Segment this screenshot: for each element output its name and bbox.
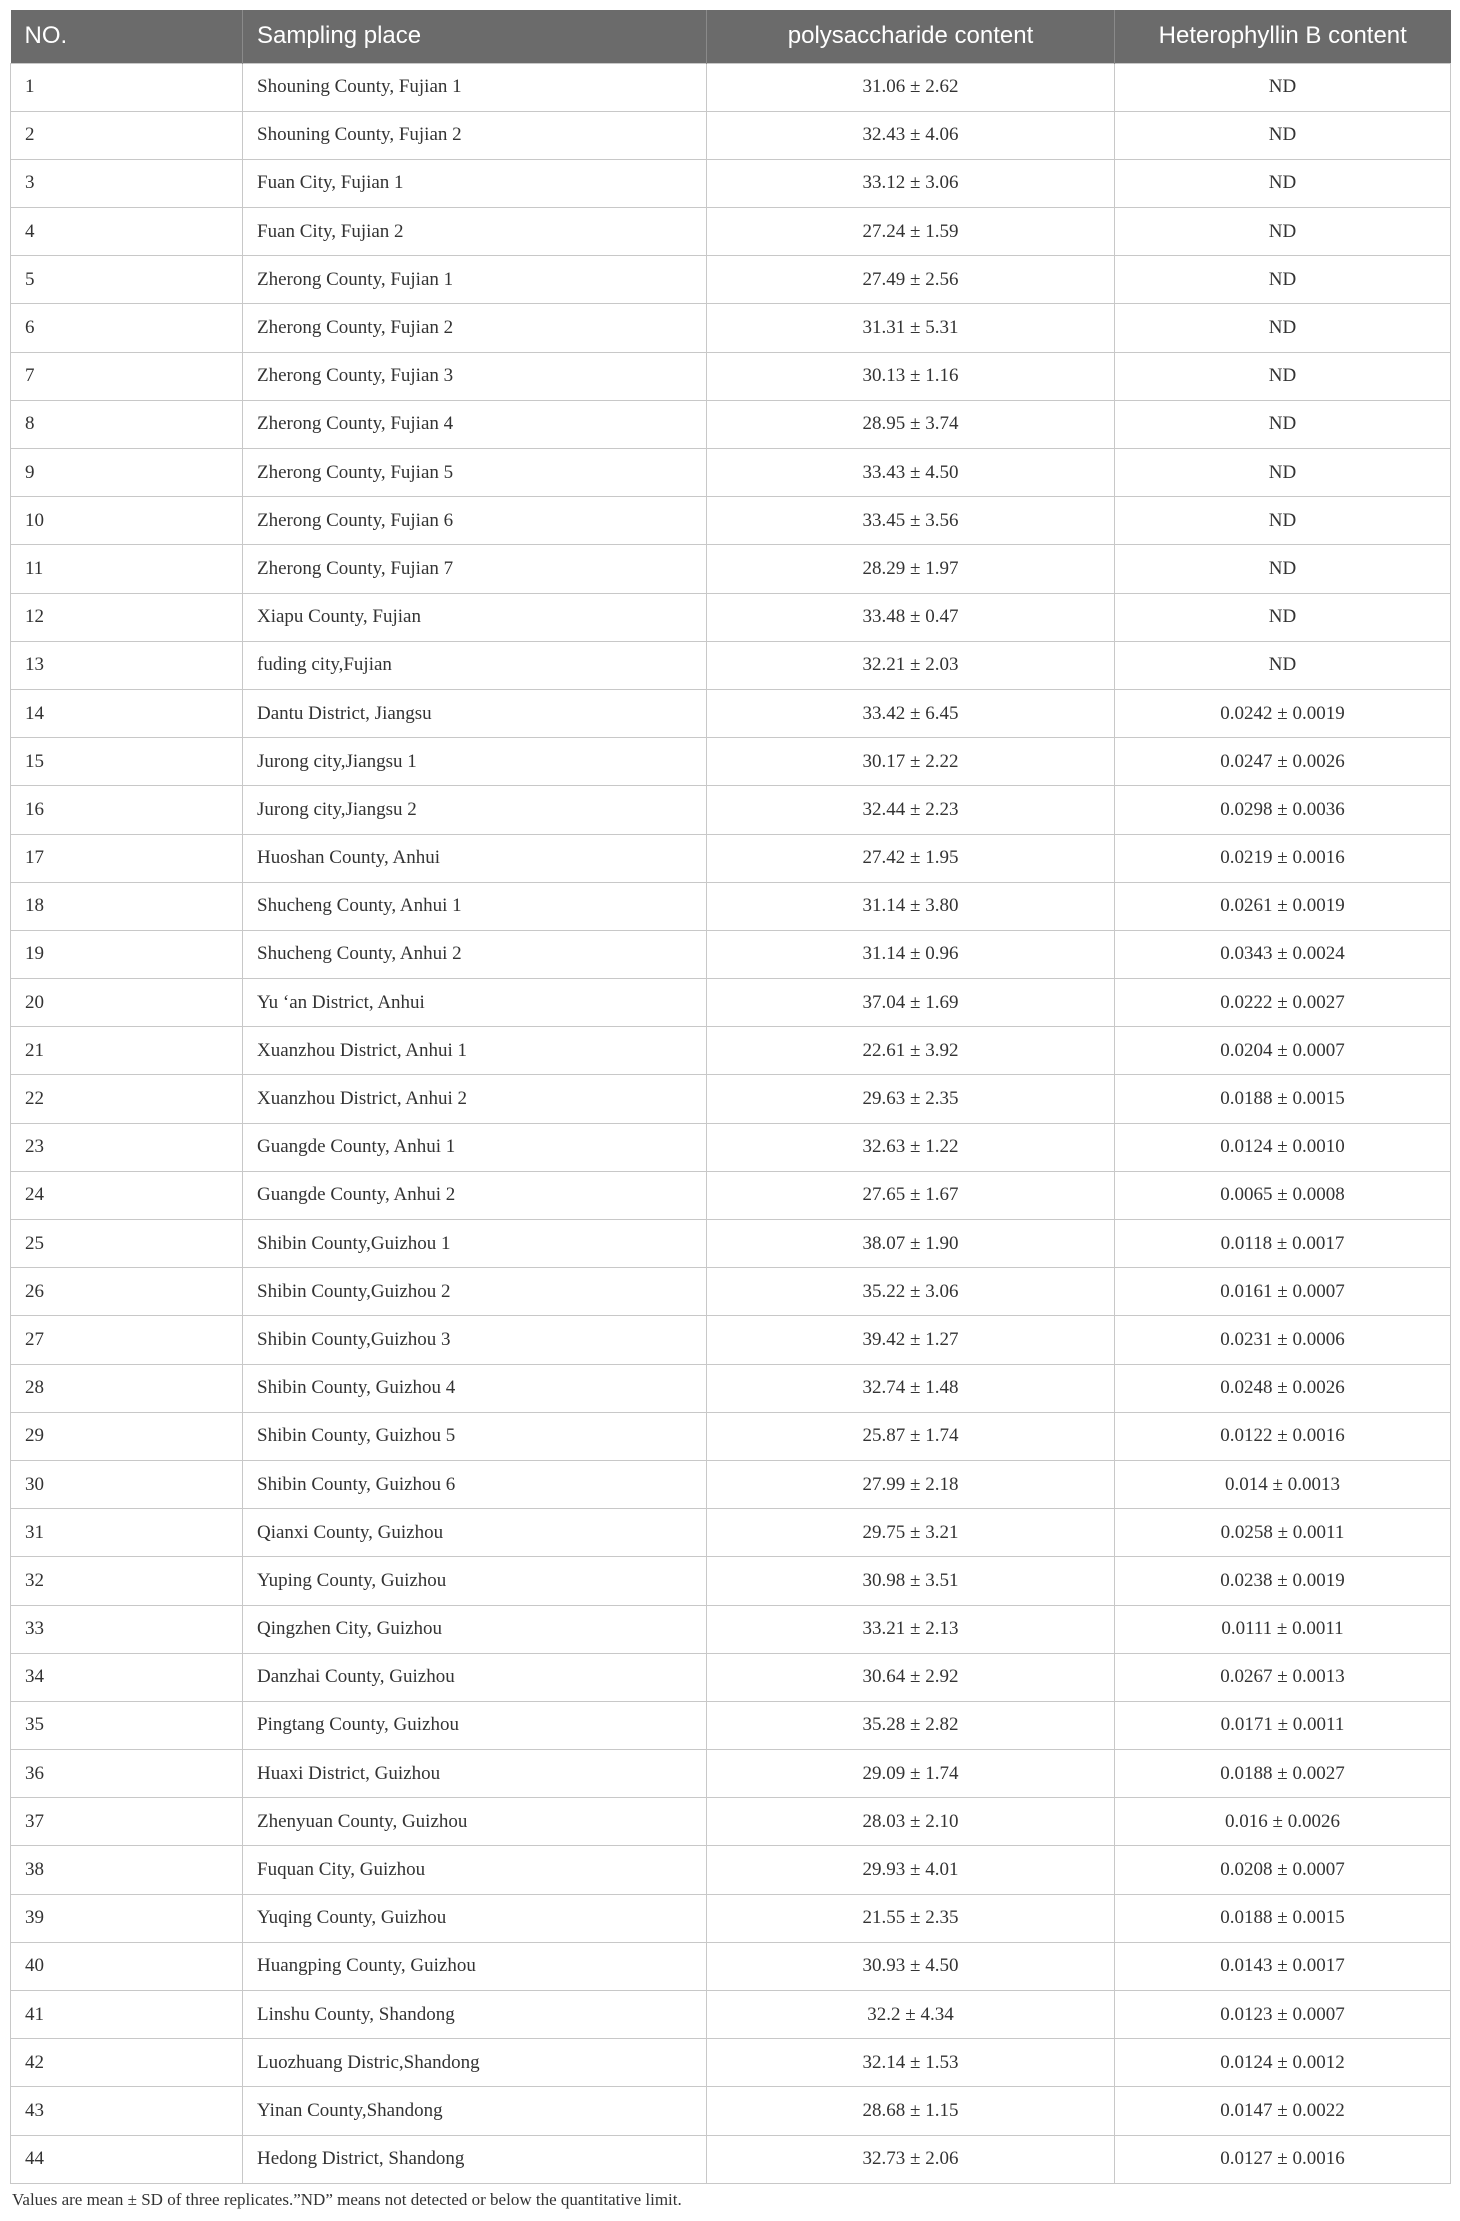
table-row	[11, 1171, 1451, 1219]
table-row	[11, 1027, 1451, 1075]
table-body	[11, 63, 1451, 2183]
cell-polysaccharide-content: 33.48 ± 0.47	[707, 593, 1115, 641]
cell-no: 43	[11, 2087, 243, 2135]
cell-no: 9	[11, 449, 243, 497]
cell-no: 13	[11, 641, 243, 689]
table-row	[11, 882, 1451, 930]
cell-heterophyllin-b-content: 0.0111 ± 0.0011	[1115, 1605, 1451, 1653]
cell-sampling-place: Shouning County, Fujian 1	[243, 63, 707, 111]
cell-no: 26	[11, 1268, 243, 1316]
cell-heterophyllin-b-content: 0.014 ± 0.0013	[1115, 1460, 1451, 1508]
cell-sampling-place: Yuqing County, Guizhou	[243, 1894, 707, 1942]
cell-sampling-place: Shibin County, Guizhou 4	[243, 1364, 707, 1412]
cell-heterophyllin-b-content: ND	[1115, 545, 1451, 593]
cell-polysaccharide-content: 29.63 ± 2.35	[707, 1075, 1115, 1123]
cell-no: 37	[11, 1798, 243, 1846]
cell-sampling-place: Zherong County, Fujian 6	[243, 497, 707, 545]
cell-polysaccharide-content: 25.87 ± 1.74	[707, 1412, 1115, 1460]
cell-polysaccharide-content: 31.06 ± 2.62	[707, 63, 1115, 111]
cell-polysaccharide-content: 27.99 ± 2.18	[707, 1460, 1115, 1508]
table-row	[11, 208, 1451, 256]
header-sampling-place: Sampling place	[243, 10, 707, 63]
cell-polysaccharide-content: 37.04 ± 1.69	[707, 979, 1115, 1027]
cell-sampling-place: Shouning County, Fujian 2	[243, 111, 707, 159]
cell-polysaccharide-content: 22.61 ± 3.92	[707, 1027, 1115, 1075]
table-row	[11, 1075, 1451, 1123]
table-row	[11, 1460, 1451, 1508]
cell-sampling-place: Shibin County,Guizhou 2	[243, 1268, 707, 1316]
table-row	[11, 1316, 1451, 1364]
table-header	[11, 10, 1451, 63]
cell-polysaccharide-content: 32.74 ± 1.48	[707, 1364, 1115, 1412]
cell-sampling-place: Zherong County, Fujian 3	[243, 352, 707, 400]
cell-polysaccharide-content: 29.75 ± 3.21	[707, 1509, 1115, 1557]
cell-heterophyllin-b-content: 0.0204 ± 0.0007	[1115, 1027, 1451, 1075]
cell-no: 29	[11, 1412, 243, 1460]
cell-polysaccharide-content: 30.98 ± 3.51	[707, 1557, 1115, 1605]
cell-sampling-place: Yinan County,Shandong	[243, 2087, 707, 2135]
table-row	[11, 1894, 1451, 1942]
table-row	[11, 1268, 1451, 1316]
cell-no: 42	[11, 2039, 243, 2087]
cell-no: 33	[11, 1605, 243, 1653]
cell-no: 44	[11, 2135, 243, 2183]
cell-no: 14	[11, 689, 243, 737]
cell-sampling-place: Shibin County, Guizhou 6	[243, 1460, 707, 1508]
cell-polysaccharide-content: 28.68 ± 1.15	[707, 2087, 1115, 2135]
cell-polysaccharide-content: 27.42 ± 1.95	[707, 834, 1115, 882]
header-polysaccharide-content: polysaccharide content	[707, 10, 1115, 63]
table-row	[11, 1605, 1451, 1653]
cell-heterophyllin-b-content: ND	[1115, 63, 1451, 111]
table-row	[11, 352, 1451, 400]
cell-heterophyllin-b-content: 0.0065 ± 0.0008	[1115, 1171, 1451, 1219]
cell-sampling-place: Shibin County, Guizhou 5	[243, 1412, 707, 1460]
cell-heterophyllin-b-content: 0.0248 ± 0.0026	[1115, 1364, 1451, 1412]
cell-no: 32	[11, 1557, 243, 1605]
header-heterophyllin-b-content: Heterophyllin B content	[1115, 10, 1451, 63]
table-row	[11, 979, 1451, 1027]
table-row	[11, 1557, 1451, 1605]
cell-heterophyllin-b-content: 0.0238 ± 0.0019	[1115, 1557, 1451, 1605]
cell-no: 39	[11, 1894, 243, 1942]
cell-sampling-place: Fuan City, Fujian 1	[243, 159, 707, 207]
cell-no: 19	[11, 930, 243, 978]
table-row	[11, 1798, 1451, 1846]
cell-heterophyllin-b-content: 0.0222 ± 0.0027	[1115, 979, 1451, 1027]
cell-sampling-place: Shucheng County, Anhui 1	[243, 882, 707, 930]
table-row	[11, 1701, 1451, 1749]
cell-polysaccharide-content: 35.28 ± 2.82	[707, 1701, 1115, 1749]
cell-sampling-place: Danzhai County, Guizhou	[243, 1653, 707, 1701]
cell-sampling-place: Hedong District, Shandong	[243, 2135, 707, 2183]
table-row	[11, 1364, 1451, 1412]
cell-heterophyllin-b-content: 0.0188 ± 0.0027	[1115, 1750, 1451, 1798]
cell-heterophyllin-b-content: 0.0188 ± 0.0015	[1115, 1075, 1451, 1123]
cell-heterophyllin-b-content: 0.0247 ± 0.0026	[1115, 738, 1451, 786]
cell-heterophyllin-b-content: 0.0231 ± 0.0006	[1115, 1316, 1451, 1364]
cell-sampling-place: Shibin County,Guizhou 1	[243, 1220, 707, 1268]
cell-heterophyllin-b-content: ND	[1115, 208, 1451, 256]
cell-polysaccharide-content: 30.93 ± 4.50	[707, 1942, 1115, 1990]
cell-no: 4	[11, 208, 243, 256]
cell-sampling-place: Fuan City, Fujian 2	[243, 208, 707, 256]
cell-sampling-place: Fuquan City, Guizhou	[243, 1846, 707, 1894]
cell-sampling-place: Qingzhen City, Guizhou	[243, 1605, 707, 1653]
cell-heterophyllin-b-content: 0.0122 ± 0.0016	[1115, 1412, 1451, 1460]
cell-no: 20	[11, 979, 243, 1027]
cell-polysaccharide-content: 38.07 ± 1.90	[707, 1220, 1115, 1268]
cell-heterophyllin-b-content: 0.0298 ± 0.0036	[1115, 786, 1451, 834]
cell-sampling-place: Zherong County, Fujian 4	[243, 400, 707, 448]
cell-heterophyllin-b-content: ND	[1115, 400, 1451, 448]
cell-no: 27	[11, 1316, 243, 1364]
cell-sampling-place: Zherong County, Fujian 2	[243, 304, 707, 352]
cell-sampling-place: Dantu District, Jiangsu	[243, 689, 707, 737]
table-row	[11, 304, 1451, 352]
cell-polysaccharide-content: 28.29 ± 1.97	[707, 545, 1115, 593]
cell-heterophyllin-b-content: ND	[1115, 304, 1451, 352]
cell-sampling-place: Zherong County, Fujian 5	[243, 449, 707, 497]
table-row	[11, 689, 1451, 737]
cell-no: 28	[11, 1364, 243, 1412]
table-row	[11, 1412, 1451, 1460]
cell-sampling-place: Zherong County, Fujian 7	[243, 545, 707, 593]
cell-no: 22	[11, 1075, 243, 1123]
cell-polysaccharide-content: 32.44 ± 2.23	[707, 786, 1115, 834]
cell-sampling-place: Shibin County,Guizhou 3	[243, 1316, 707, 1364]
table-row	[11, 738, 1451, 786]
cell-heterophyllin-b-content: ND	[1115, 256, 1451, 304]
header-row	[11, 10, 1451, 63]
cell-polysaccharide-content: 32.63 ± 1.22	[707, 1123, 1115, 1171]
cell-heterophyllin-b-content: 0.0123 ± 0.0007	[1115, 1991, 1451, 2039]
table-row	[11, 1123, 1451, 1171]
data-table	[10, 10, 1451, 2184]
cell-sampling-place: Xuanzhou District, Anhui 1	[243, 1027, 707, 1075]
cell-sampling-place: Xuanzhou District, Anhui 2	[243, 1075, 707, 1123]
cell-polysaccharide-content: 28.03 ± 2.10	[707, 1798, 1115, 1846]
cell-polysaccharide-content: 31.14 ± 3.80	[707, 882, 1115, 930]
cell-polysaccharide-content: 29.09 ± 1.74	[707, 1750, 1115, 1798]
cell-heterophyllin-b-content: 0.0208 ± 0.0007	[1115, 1846, 1451, 1894]
cell-no: 36	[11, 1750, 243, 1798]
cell-heterophyllin-b-content: 0.0219 ± 0.0016	[1115, 834, 1451, 882]
cell-no: 35	[11, 1701, 243, 1749]
table-row	[11, 497, 1451, 545]
cell-polysaccharide-content: 33.45 ± 3.56	[707, 497, 1115, 545]
cell-sampling-place: Yu ‘an District, Anhui	[243, 979, 707, 1027]
table-row	[11, 63, 1451, 111]
cell-heterophyllin-b-content: 0.0171 ± 0.0011	[1115, 1701, 1451, 1749]
cell-polysaccharide-content: 32.21 ± 2.03	[707, 641, 1115, 689]
table-row	[11, 2087, 1451, 2135]
cell-heterophyllin-b-content: ND	[1115, 449, 1451, 497]
cell-sampling-place: Jurong city,Jiangsu 1	[243, 738, 707, 786]
cell-sampling-place: Yuping County, Guizhou	[243, 1557, 707, 1605]
cell-polysaccharide-content: 21.55 ± 2.35	[707, 1894, 1115, 1942]
cell-sampling-place: Huaxi District, Guizhou	[243, 1750, 707, 1798]
table-row	[11, 545, 1451, 593]
table-row	[11, 449, 1451, 497]
cell-polysaccharide-content: 32.14 ± 1.53	[707, 2039, 1115, 2087]
cell-heterophyllin-b-content: ND	[1115, 593, 1451, 641]
cell-polysaccharide-content: 33.21 ± 2.13	[707, 1605, 1115, 1653]
cell-no: 34	[11, 1653, 243, 1701]
table-row	[11, 641, 1451, 689]
cell-sampling-place: Zherong County, Fujian 1	[243, 256, 707, 304]
cell-heterophyllin-b-content: 0.0161 ± 0.0007	[1115, 1268, 1451, 1316]
cell-sampling-place: Linshu County, Shandong	[243, 1991, 707, 2039]
cell-heterophyllin-b-content: 0.0143 ± 0.0017	[1115, 1942, 1451, 1990]
cell-no: 6	[11, 304, 243, 352]
table-row	[11, 111, 1451, 159]
cell-no: 1	[11, 63, 243, 111]
cell-no: 25	[11, 1220, 243, 1268]
table-row	[11, 2039, 1451, 2087]
cell-heterophyllin-b-content: 0.0147 ± 0.0022	[1115, 2087, 1451, 2135]
cell-no: 31	[11, 1509, 243, 1557]
cell-no: 23	[11, 1123, 243, 1171]
cell-sampling-place: Xiapu County, Fujian	[243, 593, 707, 641]
cell-no: 8	[11, 400, 243, 448]
table-row	[11, 1991, 1451, 2039]
cell-no: 2	[11, 111, 243, 159]
cell-polysaccharide-content: 30.64 ± 2.92	[707, 1653, 1115, 1701]
cell-sampling-place: Huangping County, Guizhou	[243, 1942, 707, 1990]
cell-no: 18	[11, 882, 243, 930]
table-row	[11, 1509, 1451, 1557]
cell-sampling-place: Pingtang County, Guizhou	[243, 1701, 707, 1749]
cell-heterophyllin-b-content: 0.0118 ± 0.0017	[1115, 1220, 1451, 1268]
cell-no: 41	[11, 1991, 243, 2039]
table-row	[11, 2135, 1451, 2183]
cell-polysaccharide-content: 31.31 ± 5.31	[707, 304, 1115, 352]
table-row	[11, 1653, 1451, 1701]
table-row	[11, 1750, 1451, 1798]
cell-polysaccharide-content: 33.12 ± 3.06	[707, 159, 1115, 207]
cell-no: 3	[11, 159, 243, 207]
cell-heterophyllin-b-content: 0.0124 ± 0.0012	[1115, 2039, 1451, 2087]
cell-polysaccharide-content: 32.43 ± 4.06	[707, 111, 1115, 159]
cell-sampling-place: fuding city,Fujian	[243, 641, 707, 689]
cell-polysaccharide-content: 32.73 ± 2.06	[707, 2135, 1115, 2183]
cell-heterophyllin-b-content: 0.0188 ± 0.0015	[1115, 1894, 1451, 1942]
cell-no: 16	[11, 786, 243, 834]
cell-sampling-place: Shucheng County, Anhui 2	[243, 930, 707, 978]
table-row	[11, 834, 1451, 882]
cell-heterophyllin-b-content: 0.0127 ± 0.0016	[1115, 2135, 1451, 2183]
table-row	[11, 1942, 1451, 1990]
cell-heterophyllin-b-content: ND	[1115, 159, 1451, 207]
cell-heterophyllin-b-content: 0.0343 ± 0.0024	[1115, 930, 1451, 978]
cell-no: 40	[11, 1942, 243, 1990]
cell-sampling-place: Guangde County, Anhui 1	[243, 1123, 707, 1171]
table-container	[10, 10, 1450, 2184]
cell-no: 17	[11, 834, 243, 882]
cell-polysaccharide-content: 27.65 ± 1.67	[707, 1171, 1115, 1219]
cell-heterophyllin-b-content: ND	[1115, 641, 1451, 689]
cell-no: 24	[11, 1171, 243, 1219]
table-row	[11, 159, 1451, 207]
table-row	[11, 1846, 1451, 1894]
cell-sampling-place: Guangde County, Anhui 2	[243, 1171, 707, 1219]
cell-heterophyllin-b-content: ND	[1115, 352, 1451, 400]
cell-heterophyllin-b-content: 0.0258 ± 0.0011	[1115, 1509, 1451, 1557]
cell-polysaccharide-content: 29.93 ± 4.01	[707, 1846, 1115, 1894]
cell-sampling-place: Luozhuang Distric,Shandong	[243, 2039, 707, 2087]
cell-no: 38	[11, 1846, 243, 1894]
cell-no: 21	[11, 1027, 243, 1075]
cell-polysaccharide-content: 31.14 ± 0.96	[707, 930, 1115, 978]
cell-no: 5	[11, 256, 243, 304]
cell-heterophyllin-b-content: 0.0261 ± 0.0019	[1115, 882, 1451, 930]
cell-heterophyllin-b-content: ND	[1115, 497, 1451, 545]
table-row	[11, 1220, 1451, 1268]
cell-heterophyllin-b-content: 0.0242 ± 0.0019	[1115, 689, 1451, 737]
cell-polysaccharide-content: 32.2 ± 4.34	[707, 1991, 1115, 2039]
cell-polysaccharide-content: 33.42 ± 6.45	[707, 689, 1115, 737]
cell-polysaccharide-content: 35.22 ± 3.06	[707, 1268, 1115, 1316]
cell-heterophyllin-b-content: 0.0267 ± 0.0013	[1115, 1653, 1451, 1701]
cell-polysaccharide-content: 33.43 ± 4.50	[707, 449, 1115, 497]
header-no: NO.	[11, 10, 243, 63]
cell-no: 30	[11, 1460, 243, 1508]
cell-no: 11	[11, 545, 243, 593]
table-row	[11, 786, 1451, 834]
cell-no: 10	[11, 497, 243, 545]
cell-sampling-place: Jurong city,Jiangsu 2	[243, 786, 707, 834]
table-row	[11, 930, 1451, 978]
cell-polysaccharide-content: 28.95 ± 3.74	[707, 400, 1115, 448]
cell-heterophyllin-b-content: 0.016 ± 0.0026	[1115, 1798, 1451, 1846]
cell-polysaccharide-content: 30.17 ± 2.22	[707, 738, 1115, 786]
table-row	[11, 593, 1451, 641]
cell-heterophyllin-b-content: ND	[1115, 111, 1451, 159]
table-row	[11, 400, 1451, 448]
cell-no: 15	[11, 738, 243, 786]
cell-sampling-place: Huoshan County, Anhui	[243, 834, 707, 882]
cell-polysaccharide-content: 39.42 ± 1.27	[707, 1316, 1115, 1364]
cell-sampling-place: Qianxi County, Guizhou	[243, 1509, 707, 1557]
table-row	[11, 256, 1451, 304]
cell-polysaccharide-content: 30.13 ± 1.16	[707, 352, 1115, 400]
cell-polysaccharide-content: 27.49 ± 2.56	[707, 256, 1115, 304]
cell-no: 12	[11, 593, 243, 641]
cell-sampling-place: Zhenyuan County, Guizhou	[243, 1798, 707, 1846]
table-footnote: Values are mean ± SD of three replicates.”ND” means not detected or below the quantitative limit.	[12, 2190, 682, 2209]
cell-no: 7	[11, 352, 243, 400]
cell-heterophyllin-b-content: 0.0124 ± 0.0010	[1115, 1123, 1451, 1171]
cell-polysaccharide-content: 27.24 ± 1.59	[707, 208, 1115, 256]
